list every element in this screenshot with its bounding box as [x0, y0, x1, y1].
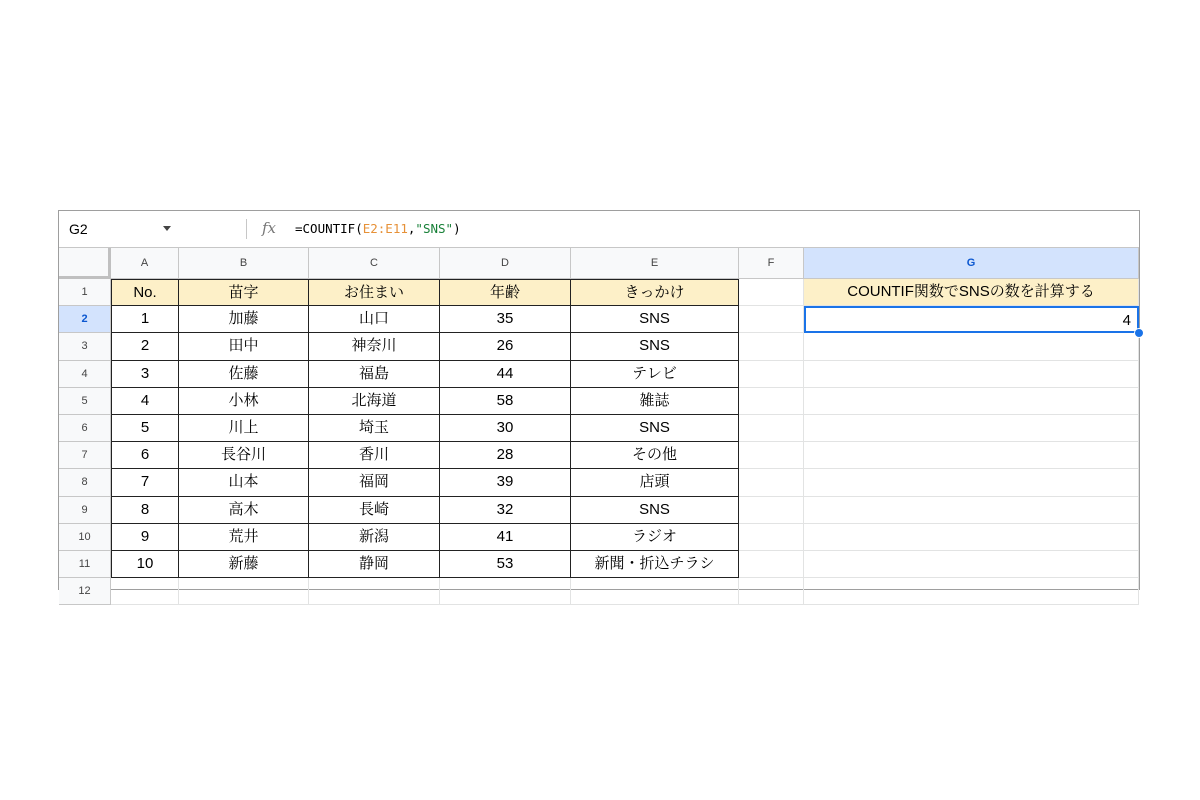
cell-g10[interactable]: [804, 524, 1139, 551]
column-header-g[interactable]: G: [804, 248, 1139, 279]
spreadsheet: [58, 210, 1140, 598]
cell-g8[interactable]: [804, 469, 1139, 496]
cell-b2[interactable]: 加藤: [179, 306, 309, 333]
cell-a4[interactable]: 3: [111, 361, 179, 388]
cell-c9[interactable]: 長崎: [309, 497, 440, 524]
cell-b3[interactable]: 田中: [179, 333, 309, 360]
cell-f2[interactable]: [739, 306, 804, 333]
cell-e1[interactable]: きっかけ: [571, 279, 739, 306]
cell-c11[interactable]: 静岡: [309, 551, 440, 578]
cell-e9[interactable]: SNS: [571, 497, 739, 524]
fill-handle[interactable]: [1134, 328, 1144, 338]
row-header-12[interactable]: 12: [59, 578, 111, 605]
cell-d8[interactable]: 39: [440, 469, 571, 496]
formula-prefix: =COUNTIF(: [295, 221, 363, 236]
formula-bar-divider: [246, 219, 247, 239]
cell-c12[interactable]: [309, 578, 440, 605]
formula-suffix: ): [453, 221, 461, 236]
cell-f10[interactable]: [739, 524, 804, 551]
row-header-2[interactable]: 2: [59, 306, 111, 333]
column-header-c[interactable]: C: [309, 248, 440, 279]
cell-g12[interactable]: [804, 578, 1139, 605]
formula-input[interactable]: [295, 218, 461, 240]
cell-g4[interactable]: [804, 361, 1139, 388]
row-header-11[interactable]: 11: [59, 551, 111, 578]
cell-d6[interactable]: 30: [440, 415, 571, 442]
name-box-value: G2: [69, 221, 88, 237]
cell-d7[interactable]: 28: [440, 442, 571, 469]
cell-f4[interactable]: [739, 361, 804, 388]
name-box-dropdown[interactable]: [163, 218, 173, 228]
cell-a9[interactable]: 8: [111, 497, 179, 524]
cell-g11[interactable]: [804, 551, 1139, 578]
cell-e6[interactable]: SNS: [571, 415, 739, 442]
cell-b8[interactable]: 山本: [179, 469, 309, 496]
cell-f7[interactable]: [739, 442, 804, 469]
column-header-b[interactable]: B: [179, 248, 309, 279]
cell-f8[interactable]: [739, 469, 804, 496]
selected-cell-g2[interactable]: 4: [804, 306, 1139, 333]
cell-d2[interactable]: 35: [440, 306, 571, 333]
cell-f12[interactable]: [739, 578, 804, 605]
cell-a10[interactable]: 9: [111, 524, 179, 551]
cell-f5[interactable]: [739, 388, 804, 415]
cell-c5[interactable]: 北海道: [309, 388, 440, 415]
cell-c8[interactable]: 福岡: [309, 469, 440, 496]
cell-g7[interactable]: [804, 442, 1139, 469]
cell-e2[interactable]: SNS: [571, 306, 739, 333]
cell-a12[interactable]: [111, 578, 179, 605]
column-header-a[interactable]: A: [111, 248, 179, 279]
cell-b1[interactable]: 苗字: [179, 279, 309, 306]
cell-a1[interactable]: No.: [111, 279, 179, 306]
cell-d9[interactable]: 32: [440, 497, 571, 524]
cell-g3[interactable]: [804, 333, 1139, 360]
cell-e5[interactable]: 雑誌: [571, 388, 739, 415]
cell-e7[interactable]: その他: [571, 442, 739, 469]
cell-g6[interactable]: [804, 415, 1139, 442]
cell-e11[interactable]: 新聞・折込チラシ: [571, 551, 739, 578]
cell-e8[interactable]: 店頭: [571, 469, 739, 496]
row-header-7[interactable]: 7: [59, 442, 111, 469]
cell-b11[interactable]: 新藤: [179, 551, 309, 578]
chevron-down-icon: [163, 226, 171, 231]
cell-d1[interactable]: 年齢: [440, 279, 571, 306]
cell-a8[interactable]: 7: [111, 469, 179, 496]
cell-b9[interactable]: 高木: [179, 497, 309, 524]
cell-a7[interactable]: 6: [111, 442, 179, 469]
cell-g5[interactable]: [804, 388, 1139, 415]
row-header-5[interactable]: 5: [59, 388, 111, 415]
column-header-f[interactable]: F: [739, 248, 804, 279]
cell-d12[interactable]: [440, 578, 571, 605]
row-header-10[interactable]: 10: [59, 524, 111, 551]
row-header-6[interactable]: 6: [59, 415, 111, 442]
formula-string: "SNS": [415, 221, 454, 236]
cell-e4[interactable]: テレビ: [571, 361, 739, 388]
cell-a5[interactable]: 4: [111, 388, 179, 415]
cell-d4[interactable]: 44: [440, 361, 571, 388]
cell-c1[interactable]: お住まい: [309, 279, 440, 306]
formula-range: E2:E11: [362, 221, 408, 236]
cell-a3[interactable]: 2: [111, 333, 179, 360]
cell-g9[interactable]: [804, 497, 1139, 524]
cell-b10[interactable]: 荒井: [179, 524, 309, 551]
formula-bar: [59, 211, 1139, 248]
cell-c3[interactable]: 神奈川: [309, 333, 440, 360]
cell-c4[interactable]: 福島: [309, 361, 440, 388]
cell-d11[interactable]: 53: [440, 551, 571, 578]
formula-comma: ,: [407, 221, 416, 236]
cell-c7[interactable]: 香川: [309, 442, 440, 469]
cell-f1[interactable]: [739, 279, 804, 306]
cell-c10[interactable]: 新潟: [309, 524, 440, 551]
cell-f3[interactable]: [739, 333, 804, 360]
cell-e12[interactable]: [571, 578, 739, 605]
cell-b6[interactable]: 川上: [179, 415, 309, 442]
cell-a6[interactable]: 5: [111, 415, 179, 442]
row-header-1[interactable]: 1: [59, 279, 111, 306]
cell-f9[interactable]: [739, 497, 804, 524]
cell-c2[interactable]: 山口: [309, 306, 440, 333]
column-header-e[interactable]: E: [571, 248, 739, 279]
select-all-corner[interactable]: [59, 248, 111, 279]
cell-a11[interactable]: 10: [111, 551, 179, 578]
cell-b12[interactable]: [179, 578, 309, 605]
cell-e3[interactable]: SNS: [571, 333, 739, 360]
row-header-4[interactable]: 4: [59, 361, 111, 388]
cell-b5[interactable]: 小林: [179, 388, 309, 415]
cell-f11[interactable]: [739, 551, 804, 578]
cell-f6[interactable]: [739, 415, 804, 442]
cell-b4[interactable]: 佐藤: [179, 361, 309, 388]
cell-c6[interactable]: 埼玉: [309, 415, 440, 442]
cell-a2[interactable]: 1: [111, 306, 179, 333]
cell-b7[interactable]: 長谷川: [179, 442, 309, 469]
cell-d3[interactable]: 26: [440, 333, 571, 360]
row-header-3[interactable]: 3: [59, 333, 111, 360]
cell-d5[interactable]: 58: [440, 388, 571, 415]
cell-e10[interactable]: ラジオ: [571, 524, 739, 551]
column-header-d[interactable]: D: [440, 248, 571, 279]
cell-g1[interactable]: COUNTIF関数でSNSの数を計算する: [804, 279, 1139, 306]
row-header-9[interactable]: 9: [59, 497, 111, 524]
row-header-8[interactable]: 8: [59, 469, 111, 496]
cell-d10[interactable]: 41: [440, 524, 571, 551]
fx-icon: fx: [262, 219, 277, 237]
